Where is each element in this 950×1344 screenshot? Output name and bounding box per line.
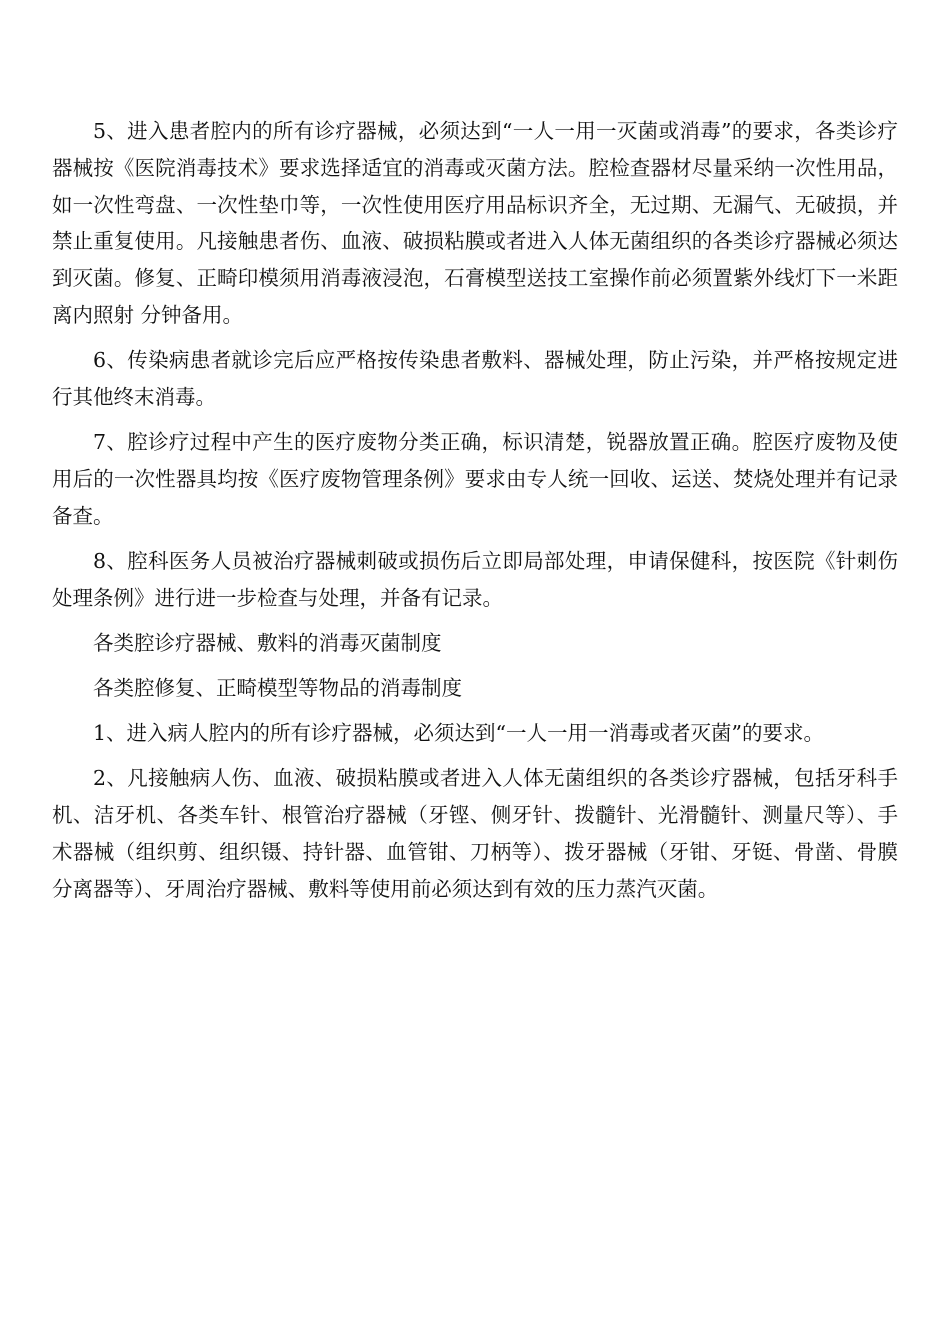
section-heading-model-disinfection: 各类腔修复、正畸模型等物品的消毒制度 xyxy=(93,676,462,701)
section-heading-instrument-disinfection: 各类腔诊疗器械、敷料的消毒灭菌制度 xyxy=(93,630,442,655)
paragraph-item-8: 8、腔科医务人员被治疗器械刺破或损伤后立即局部处理，申请保健科，按医院《针刺伤处理条例》进行进一步检查与处理，并备有记录。 xyxy=(52,548,898,610)
paragraph-item-6: 6、传染病患者就诊完后应严格按传染患者敷料、器械处理，防止污染，并严格按规定进行其他终末消毒。 xyxy=(52,348,898,409)
paragraph-item-1: 1、进入病人腔内的所有诊疗器械，必须达到“一人一用一消毒或者灭菌”的要求。 xyxy=(93,721,825,746)
paragraph-item-2: 2、凡接触病人伤、血液、破损粘膜或者进入人体无菌组织的各类诊疗器械，包括牙科手机、洁牙机、各类车针、根管治疗器械（牙铿、侧牙针、拨髓针、光滑髓针、测量尺等）、手术器械（组织剪、组织镊、持针器、血管钳、刀柄等）、拨牙器械（牙钳、牙铤、骨凿、骨膜分离器等）、牙周治疗器械、敷料等使用前必须达到有效的压力蒸汽灭菌。 xyxy=(52,766,898,901)
paragraph-item-7: 7、腔诊疗过程中产生的医疗废物分类正确，标识清楚，锐器放置正确。腔医疗废物及使用后的一次性器具均按《医疗废物管理条例》要求由专人统一回收、运送、焚烧处理并有记录备查。 xyxy=(52,430,898,528)
document-body xyxy=(52,113,898,916)
paragraph-item-5: 5、进入患者腔内的所有诊疗器械，必须达到“一人一用一灭菌或消毒”的要求，各类诊疗器械按《医院消毒技术》要求选择适宜的消毒或灭菌方法。腔检查器材尽量采纳一次性用品，如一次性弯盘、一次性垫巾等，一次性使用医疗用品标识齐全，无过期、无漏气、无破损，并禁止重复使用。凡接触患者伤、血液、破损粘膜或者进入人体无菌组织的各类诊疗器械必须达到灭菌。修复、正畸印模须用消毒液浸泡，石膏模型送技工室操作前必须置紫外线灯下一米距离内照射 分钟备用。 xyxy=(52,119,898,327)
